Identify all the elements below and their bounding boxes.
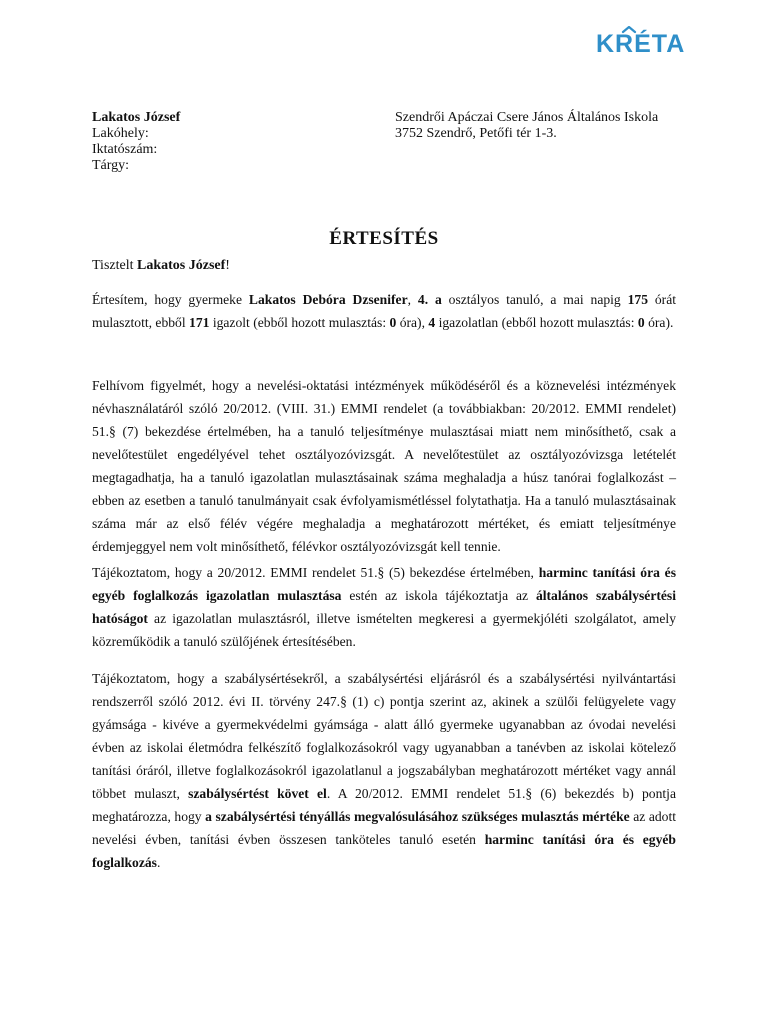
- text-span: az igazolatlan mulasztásról, illetve ismételten megkeresi a gyermekjóléti szolgálatot, amely közreműködik a tanuló szülőjének értesítésében.: [92, 611, 676, 649]
- absence-summary-paragraph: [92, 288, 676, 334]
- school-block: [395, 110, 658, 142]
- recipient-name: Lakatos József: [92, 110, 181, 125]
- address-label: Lakóhely:: [92, 126, 149, 141]
- text-span: estén az iskola tájékoztatja az: [341, 588, 536, 603]
- kreta-logo: [596, 26, 686, 62]
- bold-text: szabálysértést követ el: [188, 786, 327, 801]
- child-name: Lakatos Debóra Dzsenifer: [248, 292, 408, 307]
- recipient-block: [92, 110, 180, 174]
- salutation: [92, 258, 230, 274]
- text-span: óra),: [396, 315, 429, 330]
- text-span: óra).: [644, 315, 674, 330]
- excused-absences: 171: [189, 315, 210, 330]
- text-span: igazolatlan (ebből hozott mulasztás:: [435, 315, 638, 330]
- bold-text: harminc tanítási óra és egyéb foglalkozás igazolatlan mulasztása: [92, 565, 676, 603]
- unexcused-carried-absences: 0: [637, 315, 645, 330]
- subject-label: Tárgy:: [92, 158, 130, 173]
- text-span: Tájékoztatom, hogy a 20/2012. EMMI rendelet 51.§ (5) bekezdése értelmében,: [92, 565, 539, 580]
- text-span: ,: [407, 292, 418, 307]
- logo-text: KRÉTA: [596, 30, 686, 58]
- text-span: . A 20/2012. EMMI rendelet 51.§ (6) bekezdés b) pontja meghatározza, hogy: [92, 786, 676, 824]
- authority-notice-paragraph: [92, 561, 676, 653]
- registration-number-label: Iktatószám:: [92, 142, 158, 157]
- text-span: .: [156, 855, 161, 870]
- text-span: osztályos tanuló, a mai napig: [441, 292, 628, 307]
- exam-warning-paragraph: Felhívom figyelmét, hogy a nevelési-oktatási intézmények működéséről és a köznevelési intézmények névhasználatáról szóló 20/2012. (VIII. 31.) EMMI rendelet (a továbbiakban: 20/2012. EMMI rendelet) 51.§ (7) bekezdése értelmében, ha a tanuló teljesítménye mulasztásai miatt nem minősíthető, csak a nevelőtestület engedélyével tehet osztályozóvizsgát. A nevelőtestület az osztályozóvizsga letételét megtagadhatja, ha a tanuló igazolatlan mulasztásainak száma meghaladja a húsz tanórai foglalkozást – ebben az esetben a tanuló tanulmányait csak évfolyamismétléssel folytathatja. Ha a tanuló mulasztásainak száma már az első félév végére meghaladja a meghatározott mértéket, és emiatt teljesítménye érdemjeggyel nem volt minősíthető, félévkor osztályozóvizsgát kell tennie.: [92, 378, 676, 554]
- excused-carried-absences: 0: [389, 315, 397, 330]
- school-name: Szendrői Apáczai Csere János Általános Iskola: [395, 110, 659, 125]
- document-title: ÉRTESÍTÉS: [329, 228, 439, 249]
- bold-text: a szabálysértési tényállás megvalósulásához szükséges mulasztás mértéke: [205, 809, 630, 824]
- class-name: 4. a: [417, 292, 442, 307]
- text-span: az adott nevelési évben, tanítási évben összesen tanköteles tanuló esetén: [92, 809, 677, 847]
- text-span: igazolt (ebből hozott mulasztás:: [209, 315, 390, 330]
- bold-text: harminc tanítási óra és egyéb foglalkozás: [92, 832, 676, 870]
- salutation-name: Lakatos József: [137, 258, 226, 273]
- salutation-prefix: Tisztelt: [92, 258, 137, 273]
- bold-text: általános szabálysértési hatóságot: [92, 588, 676, 626]
- text-span: Értesítem, hogy gyermeke: [92, 292, 249, 307]
- text-span: órát mulasztott, ebből: [92, 292, 677, 330]
- total-absences: 175: [627, 292, 648, 307]
- text-span: Tájékoztatom, hogy a szabálysértésekről, a szabálysértési eljárásról és a szabálysértési nyilvántartási rendszerről szóló 2012. évi II. törvény 247.§ (1) c) pontja szerint az, akinek a szülői felügyelete vagy gyámsága - kivéve a gyermekvédelmi gyámsága - alatt álló gyermeke ugyanabban az óvodai nevelési évben az iskolai életmódra felkészítő foglalkozásokról vagy ugyanabban a tanévben az iskolai kötelező tanítási óráról, illetve foglalkozásokról igazolatlanul a jogszabályban meghatározott mértéket vagy annál többet mulaszt,: [92, 671, 676, 801]
- unexcused-absences: 4: [428, 315, 436, 330]
- offense-notice-paragraph: [92, 667, 676, 874]
- school-address: 3752 Szendrő, Petőfi tér 1-3.: [395, 126, 557, 141]
- salutation-suffix: !: [225, 258, 230, 273]
